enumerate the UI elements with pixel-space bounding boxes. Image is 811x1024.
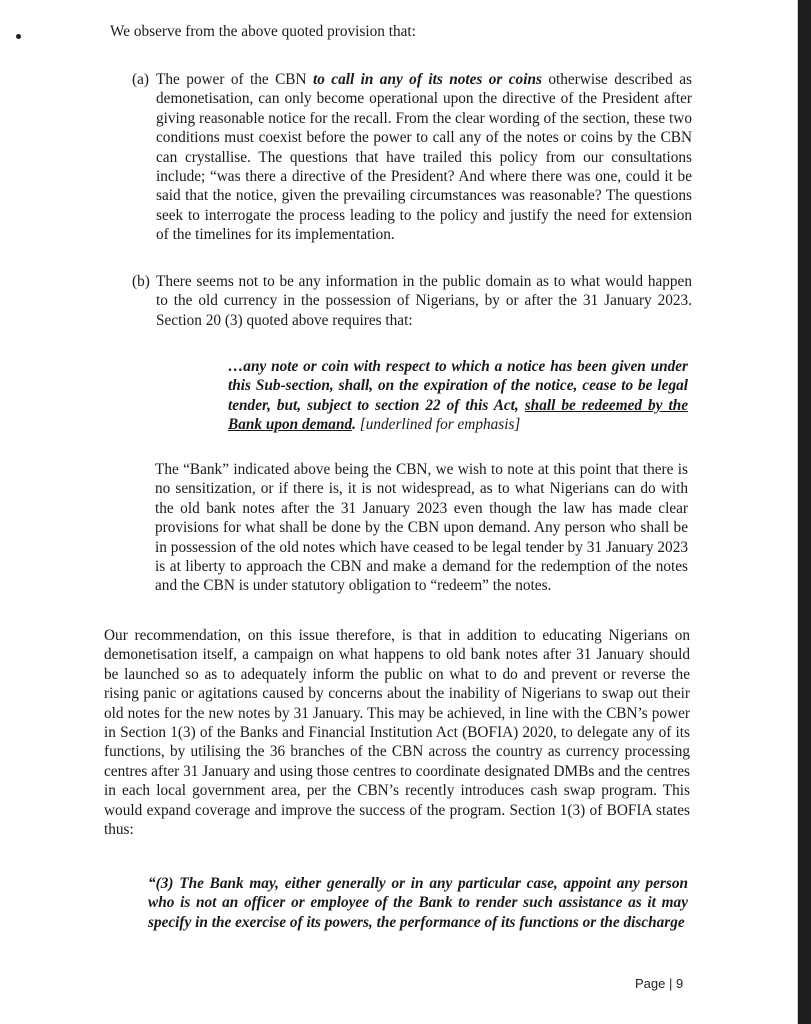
stray-dot: [16, 34, 21, 39]
list-marker-a: (a): [132, 71, 149, 88]
list-item-a-text: [156, 70, 692, 245]
list-item-a: [132, 70, 692, 245]
intro-line: We observe from the above quoted provision that:: [110, 23, 416, 40]
paragraph-recommendation: Our recommendation, on this issue therefore, is that in addition to educating Nigerians on demonetisation itself, a campaign on what happens to old bank notes after 31 January should be launched so as to adequately inform the public on what to do and prevent or reverse the rising panic or agitations caused by concerns about the inability of Nigerians to swap out their old notes for the new notes by 31 January. This may be achieved, in line with the CBN’s power in Section 1(3) of the Banks and Financial Institution Act (BOFIA) 2020, to delegate any of its functions, by utilising the 36 branches of the CBN across the country as currency processing centres after 31 January and using those centres to coordinate designated DMBs and the centres in each local government area, per the CBN’s recently introduces cash swap program. This would expand coverage and improve the success of the program. Section 1(3) of BOFIA states thus:: [104, 627, 690, 839]
quote1-underlined: shall be redeemed by the Bank upon demand: [228, 396, 688, 434]
item-a-text-after: otherwise described as demonetisation, can only become operational upon the directive of the President after giving reasonable notice for the recall. From the clear wording of the section, these two conditions must coexist before the power to call any of the notes or coins by the CBN can crystallise. The questions that have trailed this policy from our consultations include; “was there a directive of the President? And where there was one, could it be said that the notice, given the prevailing circumstances was reasonable? The questions seek to interrogate the process leading to the policy and justify the need for extension of the timelines for its implementation.: [156, 71, 692, 244]
quote1-after: .: [352, 416, 356, 434]
item-a-emphasis: to call in any of its notes or coins: [312, 71, 542, 88]
block-quote-section-20: [228, 357, 688, 435]
list-item-b-text: There seems not to be any information in the public domain as to what would happen to the old currency in the possession of Nigerians, by or after the 31 January 2023. Section 20 (3) quoted above requires that:: [156, 273, 692, 329]
quote1-text: …any note or coin with respect to which a notice has been given under this Sub-section, shall, on the expiration of the notice, cease to be legal tender, but, subject to section 22 of this Act,: [228, 358, 688, 414]
quote1-note: [underlined for emphasis]: [355, 416, 521, 434]
item-a-text-before: The power of the CBN: [156, 71, 313, 88]
list-item-b: [132, 272, 692, 330]
paragraph-bank: The “Bank” indicated above being the CBN, we wish to note at this point that there is no sensitization, or if there is, it is not widespread, as to what Nigerians can do with the old bank notes after the 31 January 2023 even though the law has made clear provisions for what shall be done by the CBN upon demand. Any person who shall be in possession of the old notes which have ceased to be legal tender by 31 January 2023 is at liberty to approach the CBN and make a demand for the redemption of the notes and the CBN is under statutory obligation to “redeem” the notes.: [155, 461, 688, 595]
block-quote-bofia: “(3) The Bank may, either generally or in any particular case, appoint any person who is not an officer or employee of the Bank to render such assistance as it may specify in the exercise of its powers, the performance of its functions or the discharge: [148, 875, 688, 931]
page-number: Page | 9: [635, 976, 684, 991]
list-marker-b: (b): [132, 273, 150, 290]
